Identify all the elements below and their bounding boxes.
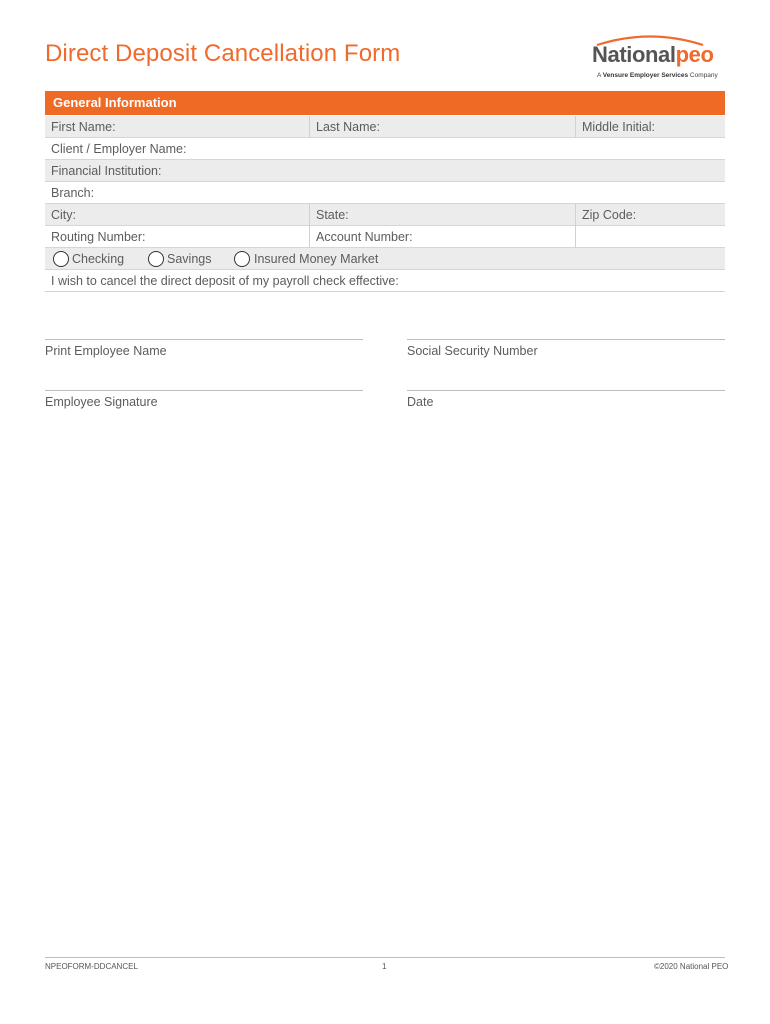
- insured-money-market-label: Insured Money Market: [254, 252, 379, 266]
- middle-initial-field[interactable]: Middle Initial:: [575, 116, 725, 138]
- savings-label: Savings: [167, 252, 212, 266]
- form-row-account-type: [45, 248, 725, 270]
- page-title: Direct Deposit Cancellation Form: [45, 40, 401, 67]
- tagline-brand: Vensure Employer Services: [602, 72, 689, 79]
- first-name-field[interactable]: First Name:: [51, 120, 116, 134]
- footer-divider: [45, 957, 725, 958]
- savings-radio[interactable]: [148, 251, 164, 267]
- date-line[interactable]: [407, 390, 725, 391]
- branch-field[interactable]: Branch:: [51, 186, 95, 200]
- footer-copyright: ©2020 National PEO: [654, 962, 729, 971]
- last-name-field[interactable]: Last Name:: [309, 116, 575, 138]
- form-row-names: [45, 116, 725, 138]
- tagline-suffix: Company: [688, 72, 718, 79]
- financial-institution-field[interactable]: Financial Institution:: [51, 164, 162, 178]
- section-header-general-information: General Information: [45, 91, 725, 115]
- logo-word-peo: peo: [675, 42, 714, 67]
- logo-word-national: National: [592, 42, 676, 67]
- form-row-bank-numbers: [45, 226, 725, 248]
- client-employer-name-field[interactable]: Client / Employer Name:: [51, 142, 187, 156]
- social-security-number-label: Social Security Number: [407, 344, 538, 358]
- empty-cell: [575, 226, 725, 248]
- tagline-prefix: A: [597, 72, 603, 79]
- form-row-client: [45, 138, 725, 160]
- routing-number-field[interactable]: Routing Number:: [51, 230, 146, 244]
- date-label: Date: [407, 395, 434, 409]
- print-employee-name-label: Print Employee Name: [45, 344, 167, 358]
- employee-signature-label: Employee Signature: [45, 395, 158, 409]
- signature-line[interactable]: [45, 390, 363, 391]
- form-row-financial-institution: [45, 160, 725, 182]
- checking-label: Checking: [72, 252, 125, 266]
- checking-radio[interactable]: [53, 251, 69, 267]
- zip-code-field[interactable]: Zip Code:: [575, 204, 725, 226]
- logo-tagline: [597, 72, 718, 79]
- account-number-field[interactable]: Account Number:: [309, 226, 575, 248]
- ssn-line[interactable]: [407, 339, 725, 340]
- state-field[interactable]: State:: [309, 204, 575, 226]
- form-row-branch: [45, 182, 725, 204]
- footer-page-number: 1: [382, 962, 387, 971]
- insured-money-market-radio[interactable]: [234, 251, 250, 267]
- logo-wordmark: [592, 42, 714, 68]
- national-peo-logo: [592, 36, 732, 84]
- effective-date-field[interactable]: I wish to cancel the direct deposit of my payroll check effective:: [51, 274, 399, 288]
- form-row-address: [45, 204, 725, 226]
- city-field[interactable]: City:: [51, 208, 76, 222]
- form-row-effective: [45, 270, 725, 292]
- footer-form-id: NPEOFORM-DDCANCEL: [45, 962, 138, 971]
- print-name-line[interactable]: [45, 339, 363, 340]
